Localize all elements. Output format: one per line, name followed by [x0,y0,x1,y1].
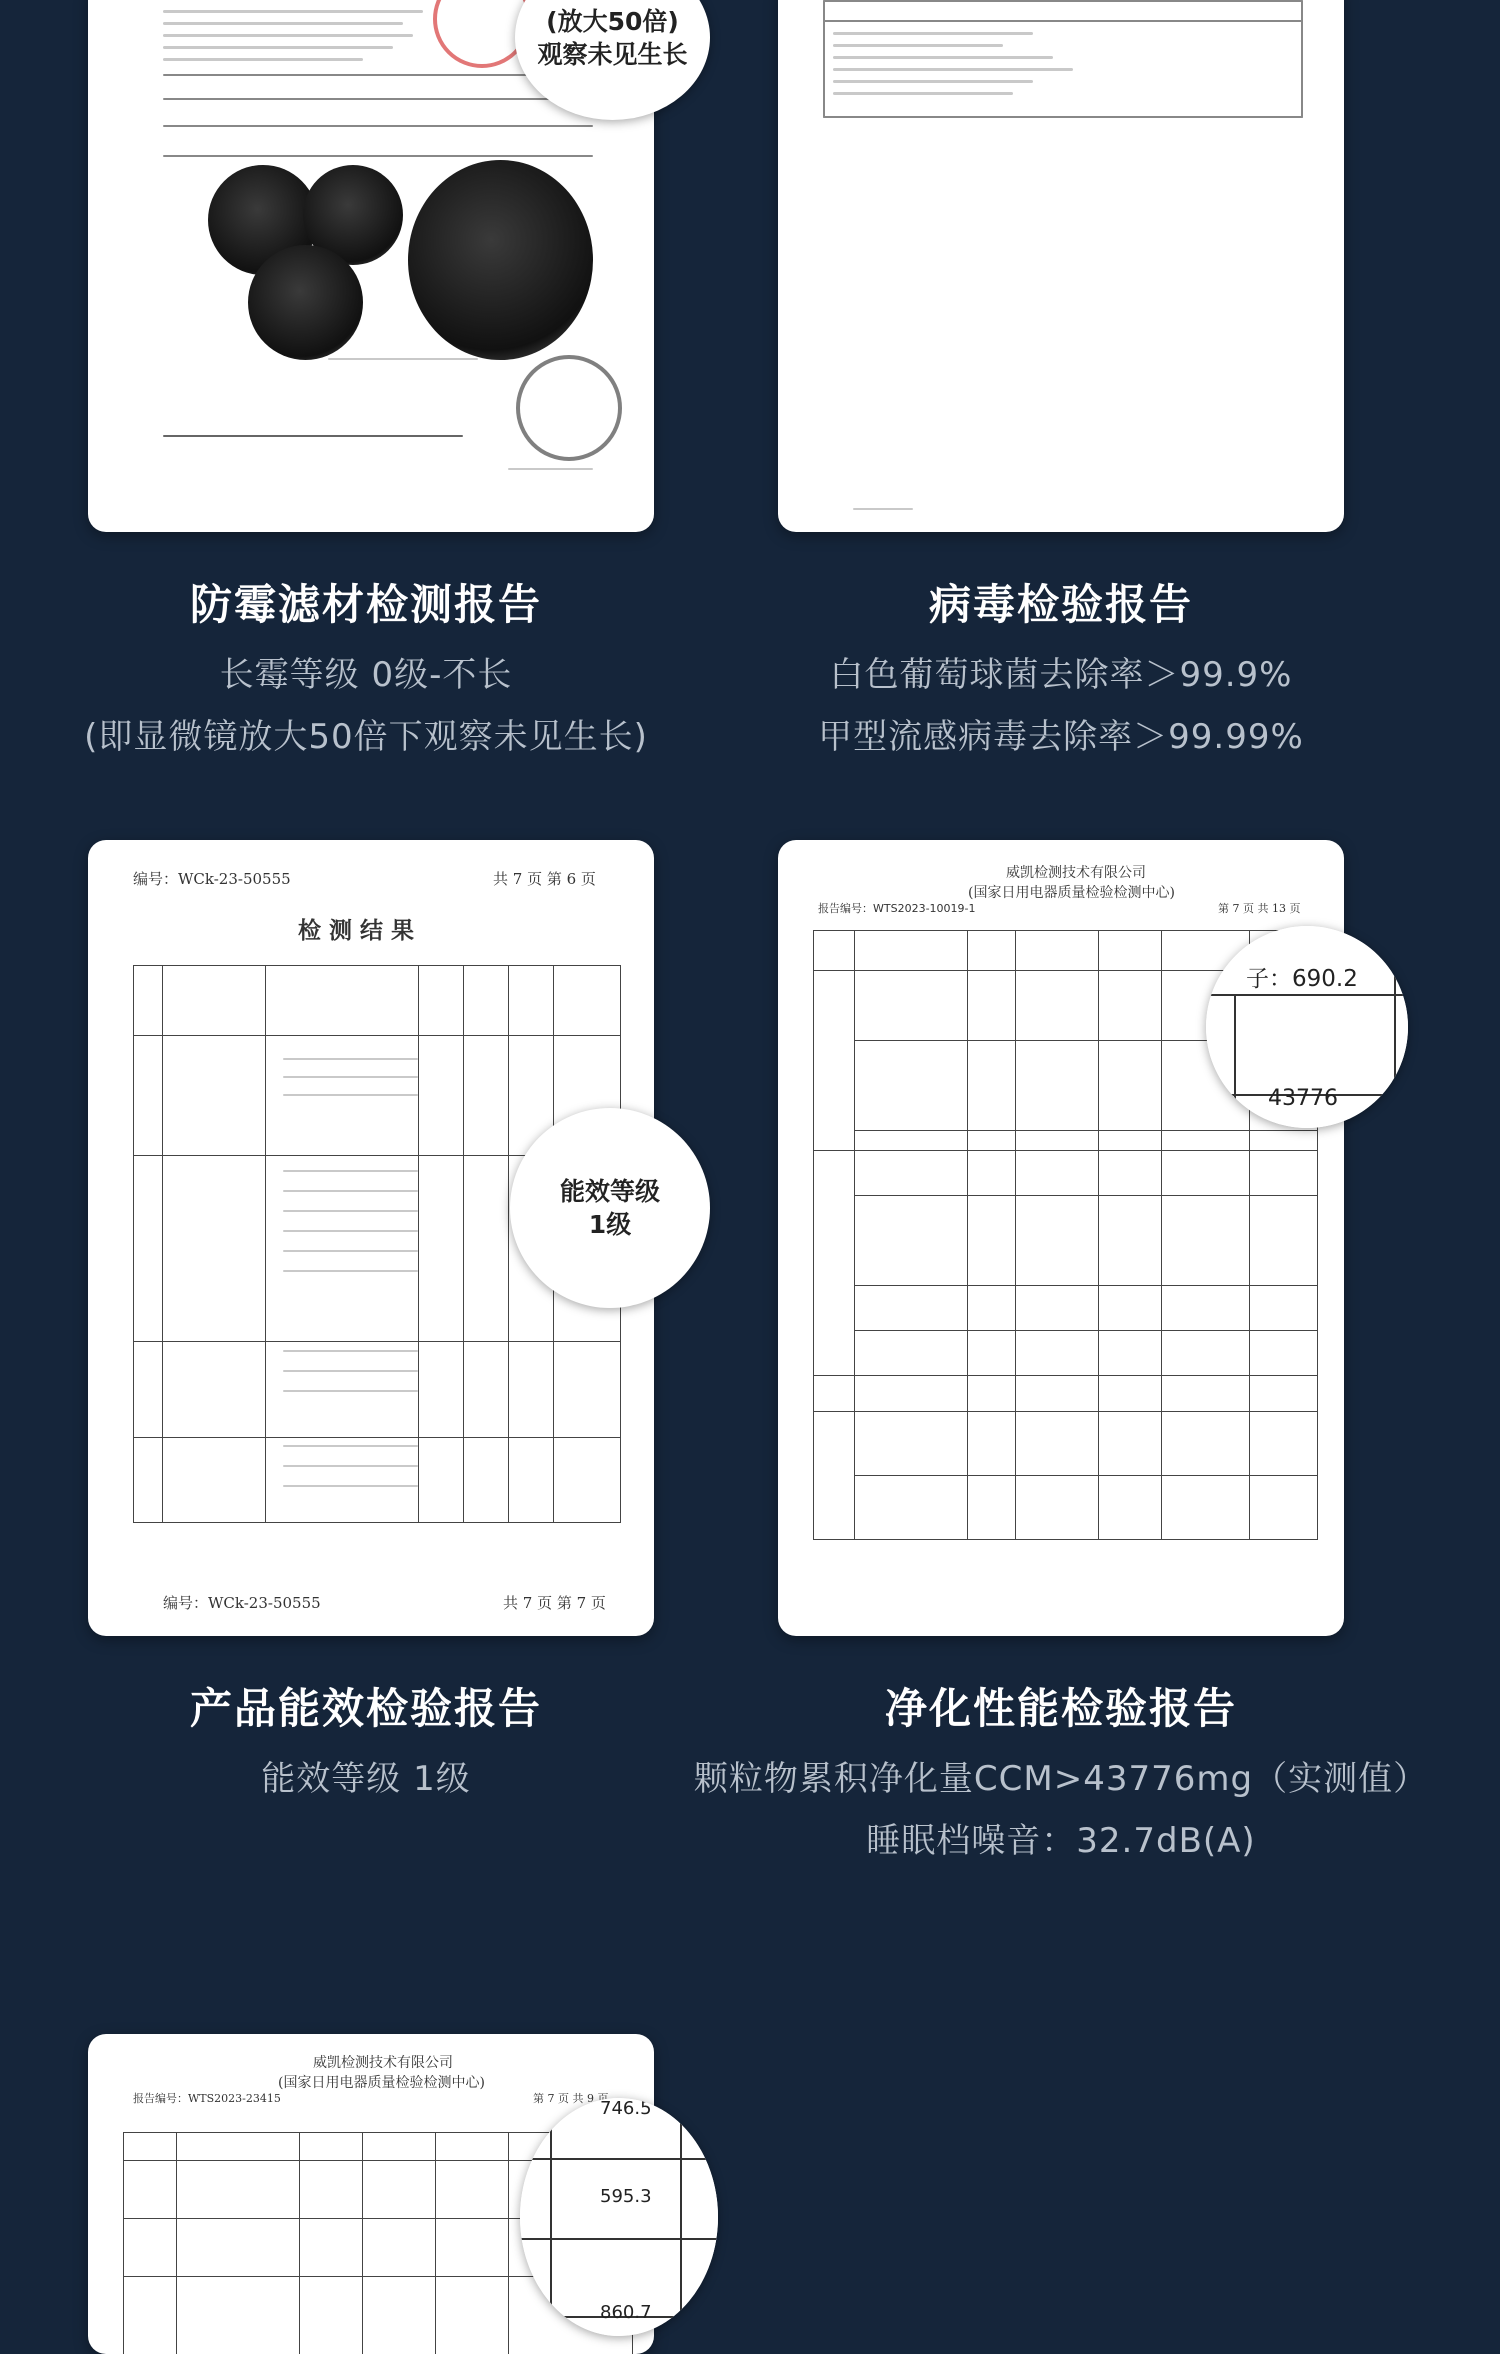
zoom-value-text: 595.3 [600,2186,652,2207]
doc-center: (国家日用电器质量检验检测中心) [968,885,1175,901]
report-title: 防霉滤材检测报告 [189,580,542,629]
doc-heading: 检 测 结 果 [298,917,415,944]
report-title: 净化性能检验报告 [884,1684,1237,1733]
zoom-value-text: 子：690.2 [1246,966,1358,992]
blue-seal-icon [516,355,622,461]
report-caption-mold [16,572,716,768]
petri-dish-photo-4 [408,160,593,360]
bubble-line: 能效等级 [559,1177,660,1206]
zoom-value-text: 43776 [1268,1086,1338,1111]
report-caption-energy [16,1676,716,1810]
report-detail: 睡眠档噪音：32.7dB(A) [866,1821,1256,1861]
report-detail: (即显微镜放大50倍下观察未见生长) [84,717,648,757]
magnify-bubble-energy [510,1108,710,1308]
bubble-line: 1级 [588,1210,632,1239]
report-card-virus [778,0,1344,532]
magnify-bubble-purification [1206,926,1408,1128]
magnify-bubble-bottom [520,2098,718,2336]
report-detail: 颗粒物累积净化量CCM>43776mg（实测值） [693,1759,1429,1799]
report-caption-virus [711,572,1411,768]
doc-serial-bottom: 编号：WCk-23-50555 [163,1594,321,1612]
zoom-value-text: 746.5 [600,2098,652,2119]
bubble-line: (放大50倍) [546,6,679,36]
doc-report-no: 报告编号：WTS2023-23415 [133,2092,281,2105]
report-title: 病毒检验报告 [928,580,1193,629]
zoom-value-text: 860.7 [600,2302,652,2323]
petri-dish-photo-3 [248,245,363,360]
bubble-line: 观察未见生长 [537,39,688,69]
report-detail: 能效等级 1级 [261,1759,471,1799]
doc-center: (国家日用电器质量检验检测中心) [278,2075,485,2091]
report-caption-purification [681,1676,1441,1872]
doc-page-top: 共 7 页 第 6 页 [493,870,596,888]
report-detail: 长霉等级 0级-不长 [219,655,513,695]
doc-page-bottom: 共 7 页 第 7 页 [503,1594,606,1612]
doc-serial-top: 编号：WCk-23-50555 [133,870,291,888]
report-detail: 白色葡萄球菌去除率＞99.9% [829,655,1293,695]
doc-report-no: 报告编号：WTS2023-10019-1 [818,902,976,915]
report-title: 产品能效检验报告 [189,1684,542,1733]
report-detail: 甲型流感病毒去除率＞99.99% [818,717,1304,757]
doc-company: 威凯检测技术有限公司 [1006,865,1146,881]
doc-company: 威凯检测技术有限公司 [313,2055,453,2071]
doc-page: 第 7 页 共 13 页 [1218,902,1301,915]
